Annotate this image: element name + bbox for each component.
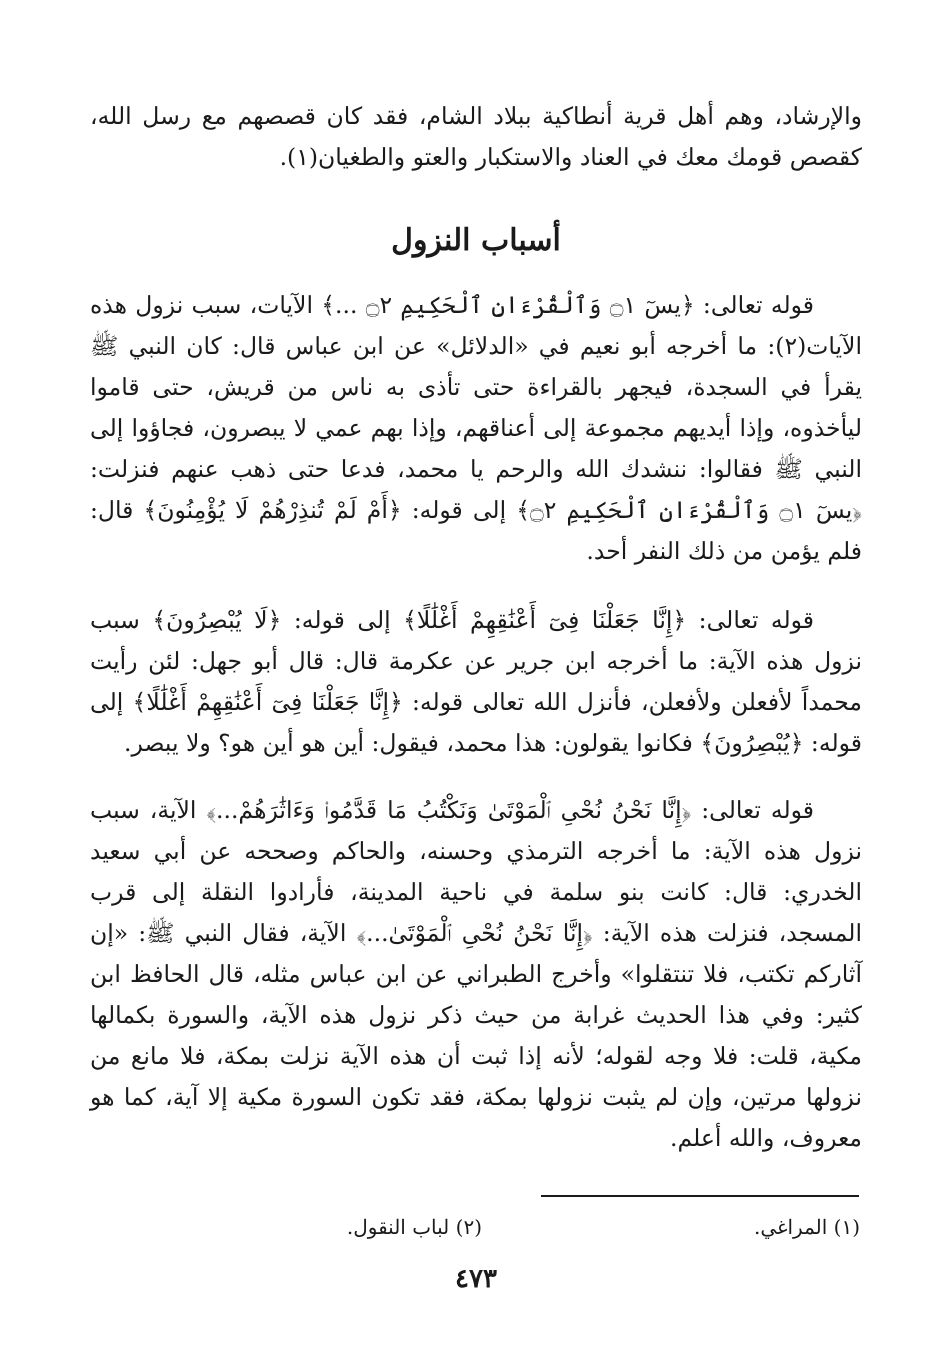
page-number: ٤٧٣	[455, 1264, 497, 1294]
footnote-1: (١) المراغي.	[753, 1215, 860, 1239]
reason-paragraph-1	[90, 285, 862, 572]
reason-text-1: قوله تعالى: ﴿يسٓ ۝١ وَٱلْقُرْءَانِ ٱلْحَكِيمِ ۝٢ ...﴾ الآيات، سبب نزول هذه الآيات(٢): ما أخرجه أبو نعيم في «الدلائل» عن ابن عباس قال: كان النبي ﷺ يقرأ في السجدة، فيجهر بالقراءة حتى تأذى به ناس من قريش، حتى قاموا ليأخذوه، وإذا أيديهم مجموعة إلى أعناقهم، وإذا بهم عمي لا يبصرون، فجاؤوا إلى النبي ﷺ فقالوا: ننشدك الله والرحم يا محمد، فدعا حتى ذهب عنهم فنزلت: ﴿يسٓ ۝١ وَٱلْقُرْءَانِ ٱلْحَكِيمِ ۝٢﴾ إلى قوله: ﴿أَمْ لَمْ تُنذِرْهُمْ لَا يُؤْمِنُونَ﴾ قال: فلم يؤمن من ذلك النفر أحد.	[90, 291, 862, 565]
footnote-divider	[541, 1195, 859, 1197]
section-heading: أسباب النزول	[391, 223, 561, 258]
reason-paragraph-2	[90, 600, 862, 764]
reason-text-2: قوله تعالى: ﴿إِنَّا جَعَلْنَا فِىٓ أَعْنَٰقِهِمْ أَغْلَٰلًا﴾ إلى قوله: ﴿لَا يُبْصِرُونَ﴾ سبب نزول هذه الآية: ما أخرجه ابن جرير عن عكرمة قال: قال أبو جهل: لئن رأيت محمداً لأفعلن ولأفعلن، فأنزل الله تعالى قوله: ﴿إِنَّا جَعَلْنَا فِىٓ أَعْنَٰقِهِمْ أَغْلَٰلًا﴾ إلى قوله: ﴿يُبْصِرُونَ﴾ فكانوا يقولون: هذا محمد، فيقول: أين هو أين هو؟ ولا يبصر.	[90, 606, 862, 757]
footnote-2: (٢) لباب النقول.	[346, 1215, 482, 1239]
reason-paragraph-3	[90, 790, 862, 1159]
reason-text-3: قوله تعالى: ﴿إِنَّا نَحْنُ نُحْىِ ٱلْمَوْتَىٰ وَنَكْتُبُ مَا قَدَّمُوا۟ وَءَاثَٰرَهُمْ...﴾ الآية، سبب نزول هذه الآية: ما أخرجه الترمذي وحسنه، والحاكم وصححه عن أبي سعيد الخدري: قال: كانت بنو سلمة في ناحية المدينة، فأرادوا النقلة إلى قرب المسجد، فنزلت هذه الآية: ﴿إِنَّا نَحْنُ نُحْىِ ٱلْمَوْتَىٰ...﴾ الآية، فقال النبي ﷺ: «إن آثاركم تكتب، فلا تنتقلوا» وأخرج الطبراني عن ابن عباس مثله، قال الحافظ ابن كثير: وفي هذا الحديث غرابة من حيث ذكر نزول هذه الآية، والسورة بكمالها مكية، قلت: فلا وجه لقوله؛ لأنه إذا ثبت أن هذه الآية نزلت بمكة، فلا مانع من نزولها مرتين، وإن لم يثبت نزولها بمكة، فقد تكون السورة مكية إلا آية، كما هو معروف، والله أعلم.	[90, 796, 862, 1152]
intro-text: والإرشاد، وهم أهل قرية أنطاكية ببلاد الشام، فقد كان قصصهم مع رسل الله، كقصص قومك معك في العناد والاستكبار والعتو والطغيان(١).	[90, 102, 862, 171]
intro-paragraph	[90, 96, 862, 178]
